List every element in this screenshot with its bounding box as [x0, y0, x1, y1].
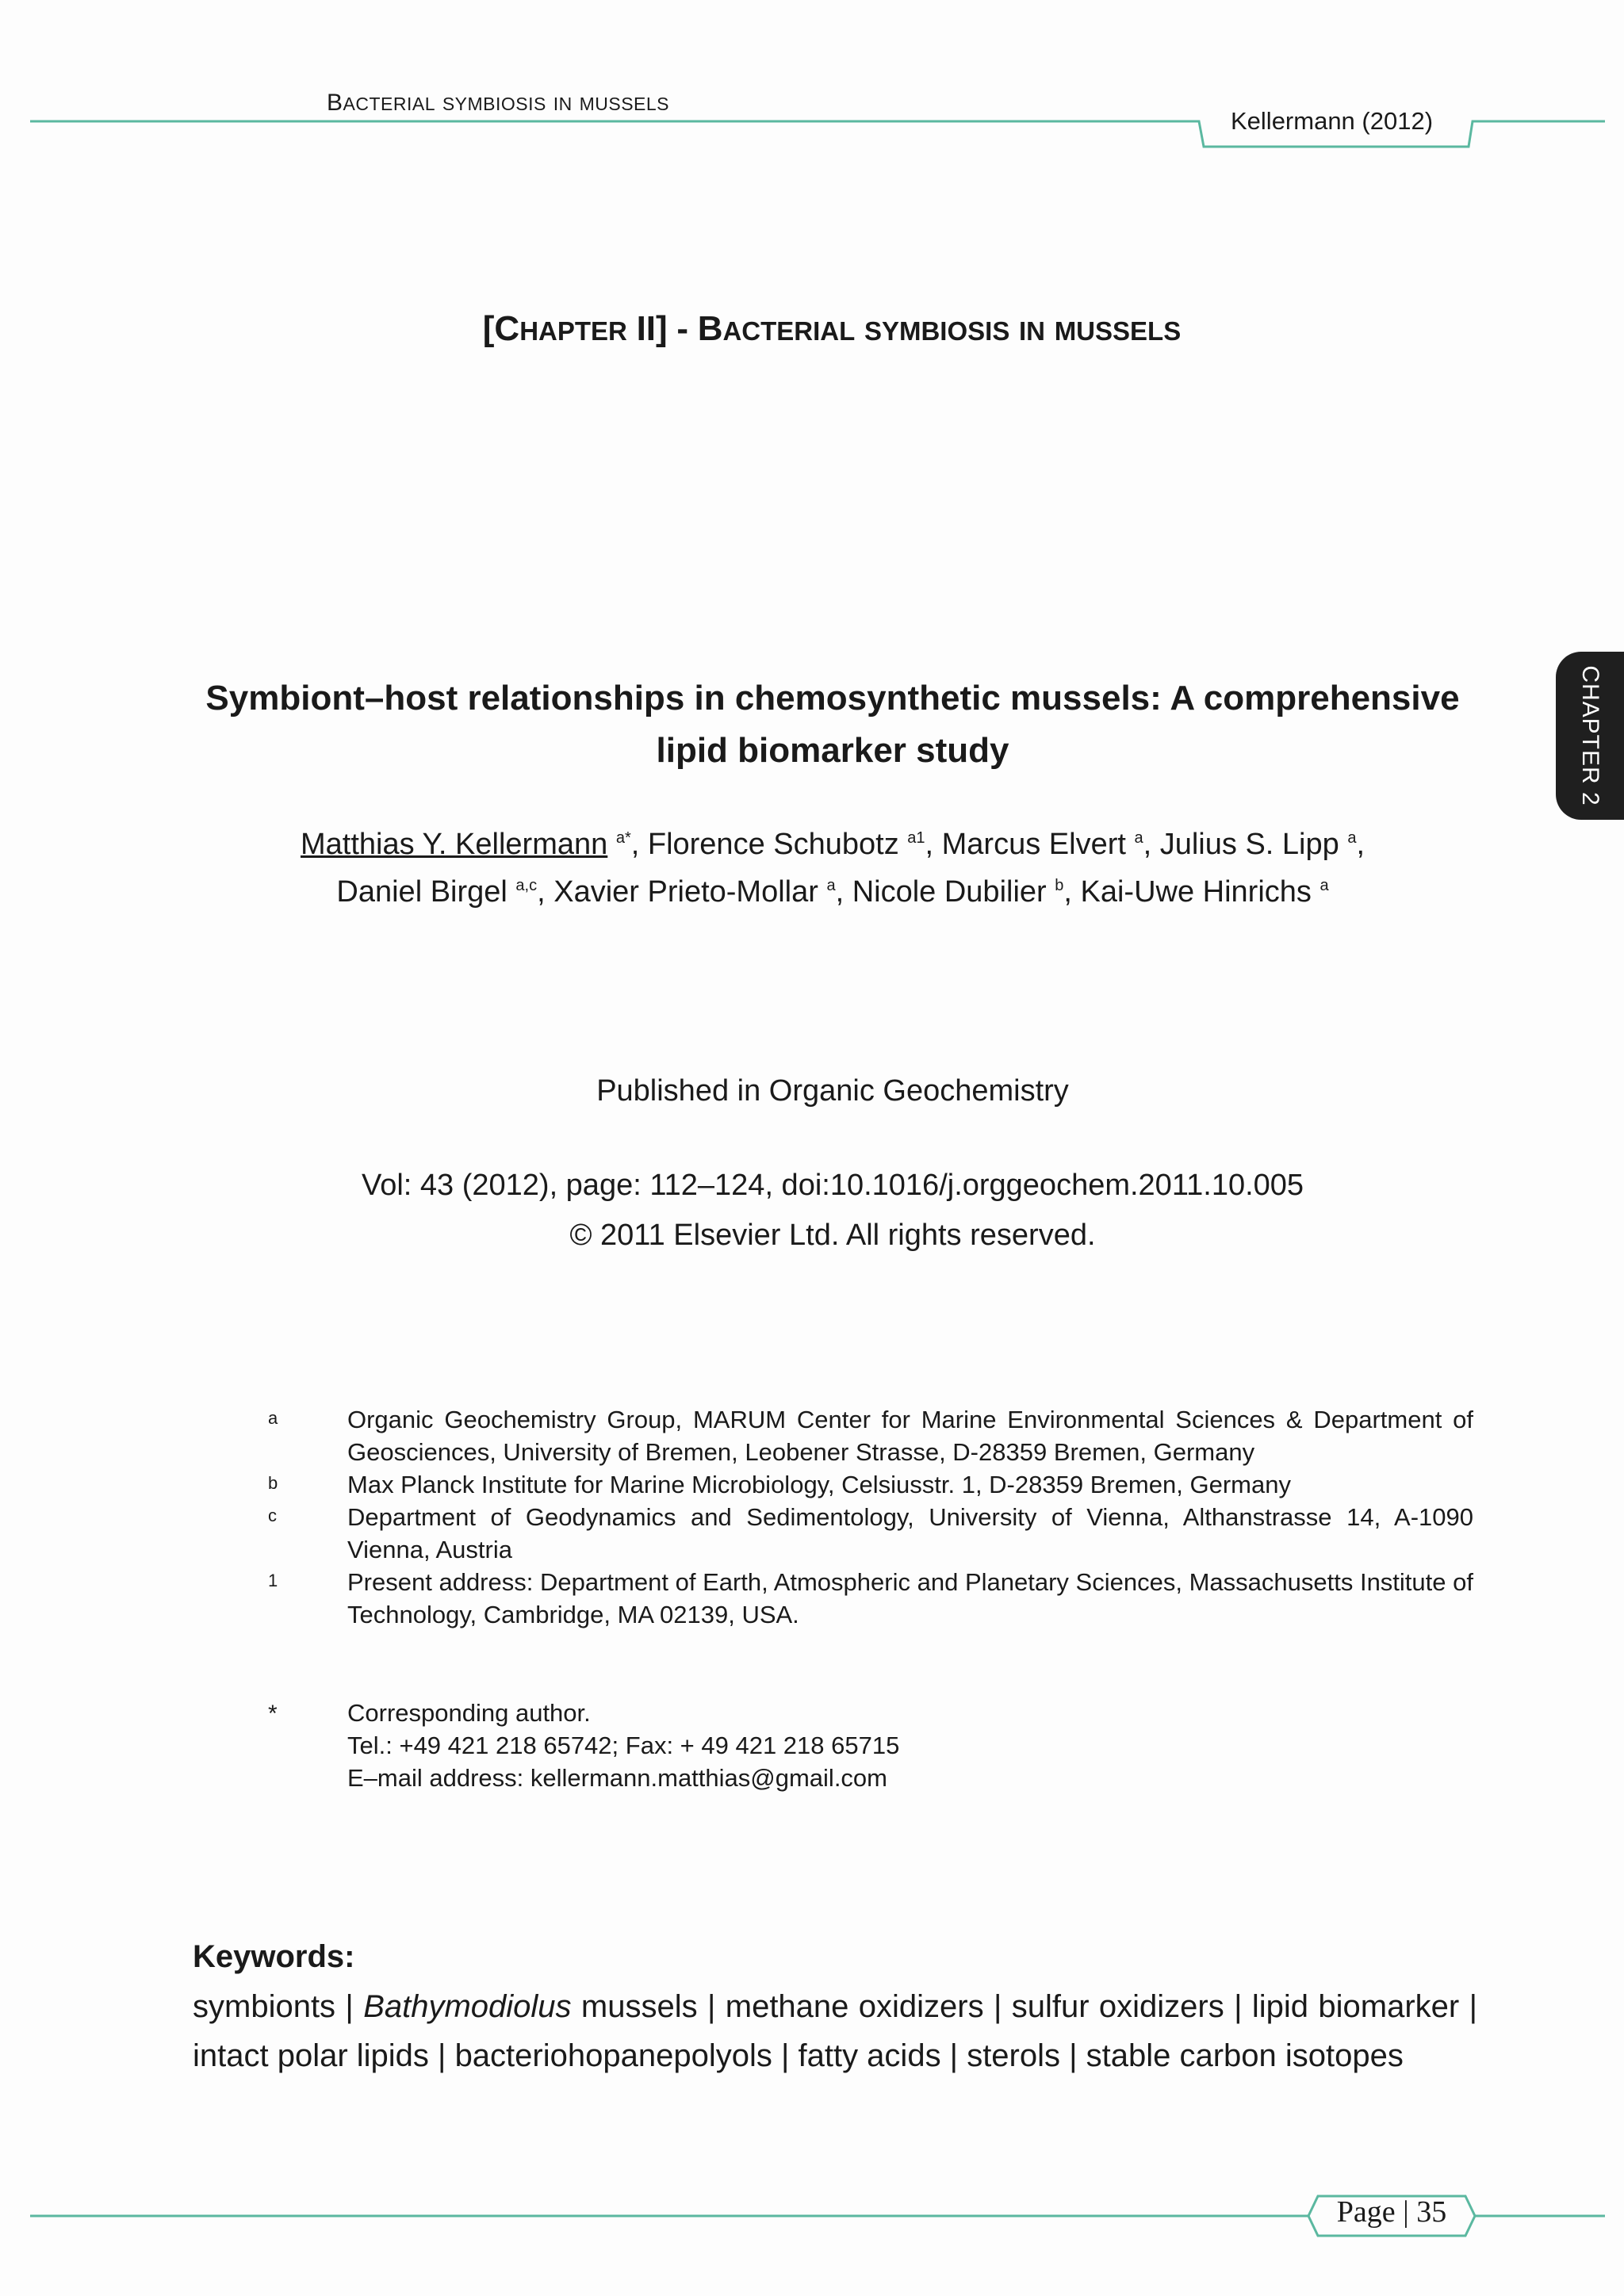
paper-title-line-2: lipid biomarker study	[656, 731, 1009, 770]
publication-copyright: © 2011 Elsevier Ltd. All rights reserved.	[569, 1219, 1096, 1252]
affiliation-mark: 1	[268, 1571, 278, 1590]
chapter-heading: [CHAPTER II] - BACTERIAL SYMBIOSIS IN MUSSELS	[482, 309, 1182, 348]
keyword-item: lipid biomarker	[1251, 1989, 1460, 2024]
author-name: Florence Schubotz	[647, 828, 899, 861]
author-affiliation-mark: b	[1055, 877, 1064, 894]
affiliation-text: Organic Geochemistry Group, MARUM Center for Marine Environmental Sciences & Department of Geosciences, University of Bremen, Leobener Strasse, D-28359 Bremen, Germany	[347, 1406, 1473, 1466]
keyword-item: sulfur oxidizers	[1011, 1989, 1224, 2024]
author-list-line-1: Matthias Y. Kellermann $^{a*}$, Florence Schubotz $^{a1}$, Marcus Elvert $^a$, Julius S. Lipp $^a$,	[301, 828, 1365, 861]
keyword-item: methane oxidizers	[725, 1989, 984, 2024]
keywords-list: symbionts | Bathymodiolus mussels | methane oxidizers | sulfur oxidizers | lipid biomarker | intact polar lipids | bacteriohopanepolyols | fatty acids | sterols | stable carbon isotopes	[193, 1989, 1477, 2073]
affiliation-text: Max Planck Institute for Marine Microbiology, Celsiusstr. 1, D-28359 Bremen, Germany	[347, 1471, 1291, 1498]
paper-title-line-1: Symbiont–host relationships in chemosynthetic mussels: A comprehensive	[205, 679, 1460, 718]
author-name: Daniel Birgel	[336, 875, 508, 909]
author-affiliation-mark: a	[1347, 829, 1357, 847]
keywords-heading: Keywords:	[193, 1939, 355, 1974]
affiliation-text: Present address: Department of Earth, Atmospheric and Planetary Sciences, Massachusetts Institute of Technology, Cambridge, MA 02139, USA.	[347, 1568, 1473, 1628]
author-list-line-2: Daniel Birgel $^{a,c}$, Xavier Prieto-Mollar $^a$, Nicole Dubilier $^b$, Kai-Uwe Hinrichs $^a$	[336, 875, 1329, 909]
publication-journal: Published in Organic Geochemistry	[596, 1074, 1069, 1108]
author-affiliation-mark: a,c	[515, 877, 538, 894]
author-name: Marcus Elvert	[941, 828, 1126, 861]
corresponding-phone: Tel.: +49 421 218 65742; Fax: + 49 421 218 65715	[347, 1732, 900, 1759]
keyword-item: Bathymodiolus mussels	[363, 1989, 698, 2024]
keyword-item: intact polar lipids	[193, 2038, 429, 2073]
author-affiliation-mark: a1	[907, 829, 925, 847]
author-affiliation-mark: a	[826, 877, 836, 894]
author-name[interactable]: Matthias Y. Kellermann	[301, 828, 608, 861]
page-number: Page | 35	[1336, 2195, 1447, 2229]
running-header-author: Kellermann (2012)	[1231, 107, 1434, 135]
chapter-side-tab-label: CHAPTER 2	[1577, 665, 1603, 806]
author-name: Julius S. Lipp	[1159, 828, 1339, 861]
affiliation-mark: a	[268, 1408, 278, 1428]
corresponding-mark: *	[268, 1701, 278, 1727]
keyword-item: stable carbon isotopes	[1086, 2038, 1404, 2073]
affiliation-text: Department of Geodynamics and Sedimentology, University of Vienna, Althanstrasse 14, A-1090 Vienna, Austria	[347, 1503, 1473, 1563]
author-affiliation-mark: a	[1320, 877, 1329, 894]
author-affiliation-mark: a	[1134, 829, 1143, 847]
chapter-side-tab	[1556, 652, 1624, 820]
running-header-title: BACTERIAL SYMBIOSIS IN MUSSELS	[327, 90, 670, 116]
keyword-item: fatty acids	[798, 2038, 941, 2073]
author-name: Xavier Prieto-Mollar	[553, 875, 818, 909]
keyword-item: sterols	[967, 2038, 1060, 2073]
corresponding-email: E–mail address: kellermann.matthias@gmail.com	[347, 1764, 888, 1792]
author-name: Nicole Dubilier	[852, 875, 1047, 909]
corresponding-label: Corresponding author.	[347, 1699, 591, 1727]
keyword-item: symbionts	[193, 1989, 336, 2024]
keyword-item: bacteriohopanepolyols	[454, 2038, 772, 2073]
affiliation-mark: b	[268, 1473, 278, 1493]
author-affiliation-mark: a*	[615, 829, 631, 847]
paper-title	[159, 672, 1507, 777]
author-name: Kai-Uwe Hinrichs	[1080, 875, 1312, 909]
affiliation-mark: c	[268, 1506, 277, 1525]
publication-volume: Vol: 43 (2012), page: 112–124, doi:10.1016/j.orggeochem.2011.10.005	[361, 1169, 1304, 1202]
